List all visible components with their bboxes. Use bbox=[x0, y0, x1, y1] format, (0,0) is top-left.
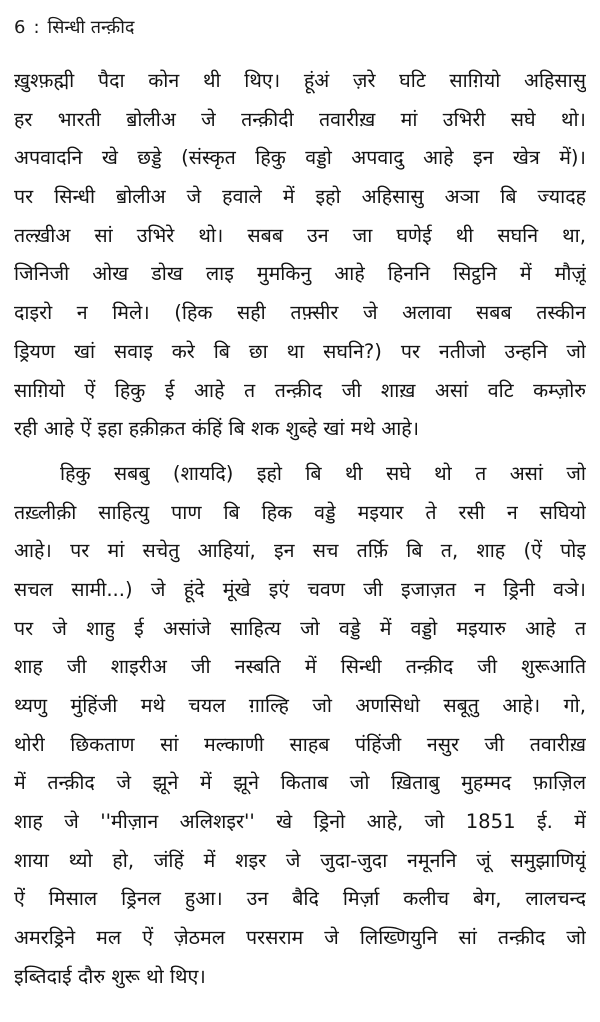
text-line: अपवादनि खे छड्डे (संस्कृत हिकु वड्डो अपवादु आहे इन खेत्र में)। bbox=[14, 146, 586, 170]
text-line: हिकु सबबु (शायदि) इहो बि थी सघे थो त असां जो bbox=[60, 461, 586, 485]
text-line: तल्ख़ीअ सां उभिरे थो। सबब उन जा घणेई थी सघनि था, bbox=[14, 223, 586, 247]
text-line: ख़ुश्फ़ह्मी पैदा कोन थी थिए। हूंअं ज़रे घटि साग़ियो अहिसासु bbox=[14, 69, 586, 92]
text-line: दाइरो न मिले। (हिक सही तफ़्सीर जे अलावा सबब तस्कीन bbox=[14, 301, 586, 325]
text-line: तख़्लीक़ी साहित्यु पाण बि हिक वड्डे मइयार ते रसी न सघियो bbox=[14, 500, 586, 524]
text-line: साग़ियो ऐं हिकु ई आहे त तन्क़ीद जी शाख़ असां वटि कम्ज़ोरु bbox=[14, 378, 586, 402]
text-line: सचल सामी...) जे हूंदे मूंखे इएं चवण जी इजाज़त न ड्रिनी वञे। bbox=[14, 577, 586, 601]
text-line: थ्यणु मुंहिंजी मथे चयल ग़ाल्हि जो अणसिधो सबूतु आहे। गो, bbox=[14, 694, 586, 717]
text-line: थोरी छिकताण सां मल्काणी साहब पंहिंजी नसुर जी तवारीख़ bbox=[14, 732, 586, 756]
text-line: अमरड्रिने मल ऐं ज़ेठमल परसराम जे लिख्णियुनि सां तन्क़ीद जो bbox=[14, 926, 586, 950]
text-line: आहे। पर मां सचेतु आहियां, इन सच तर्फ़ि बि त, शाह (ऐं पोइ bbox=[14, 539, 586, 563]
text-line: रही आहे ऐं इहा हक़ीक़त कंहिं बि शक शुब्हे खां मथे आहे। bbox=[14, 417, 420, 441]
text-line: पर सिन्धी ॿोलीअ जे हवाले में इहो अहिसासु अञा बि ज्यादह bbox=[14, 185, 586, 209]
running-title: सिन्धी तन्क़ीद bbox=[47, 17, 135, 38]
text-line: इब्तिदाई दौरु शुरू थो थिए। bbox=[14, 964, 206, 988]
text-line: हर भारती ॿोलीअ जे तन्क़ीदी तवारीख़ मां उभिरी सघे थो। bbox=[14, 107, 586, 131]
running-header bbox=[14, 12, 586, 44]
header-separator: : bbox=[33, 17, 40, 38]
text-line: शाह जे ''मीज़ान अलिशइर'' खे ड्रिनो आहे, जो 1851 ई. में bbox=[14, 810, 586, 834]
page-number: 6 bbox=[14, 17, 26, 38]
text-line: ड्रियण खां सवाइ करे बि छा था सघनि?) पर नतीजो उन्हनि जो bbox=[14, 339, 586, 363]
text-line: शाया थ्यो हो, जंहिं में शइर जे जुदा-जुदा नमूननि जूं समुझाणियूं bbox=[14, 848, 586, 872]
text-line: जिनिजी ओख डोख लाइ मुमकिनु आहे हिननि सिट्ठनि में मौज़ूं bbox=[14, 262, 586, 286]
paragraph-1 bbox=[14, 62, 586, 449]
paragraph-2 bbox=[14, 455, 586, 997]
text-line: में तन्क़ीद जे झूने में झूने किताब जो ख़िताबु मुहम्मद फ़ाज़िल bbox=[14, 771, 586, 795]
text-line: शाह जी शाइरीअ जी नस्बति में सिन्धी तन्क़ीद जी शुरूआति bbox=[14, 655, 586, 679]
text-line: पर जे शाहु ई असांजे साहित्य जो वड्डे में वड्डो मइयारु आहे त bbox=[14, 616, 586, 640]
text-line: ऐं मिसाल ड्रिनल हुआ। उन बैदि मिर्ज़ा कलीच बेग, लालचन्द bbox=[14, 887, 586, 911]
